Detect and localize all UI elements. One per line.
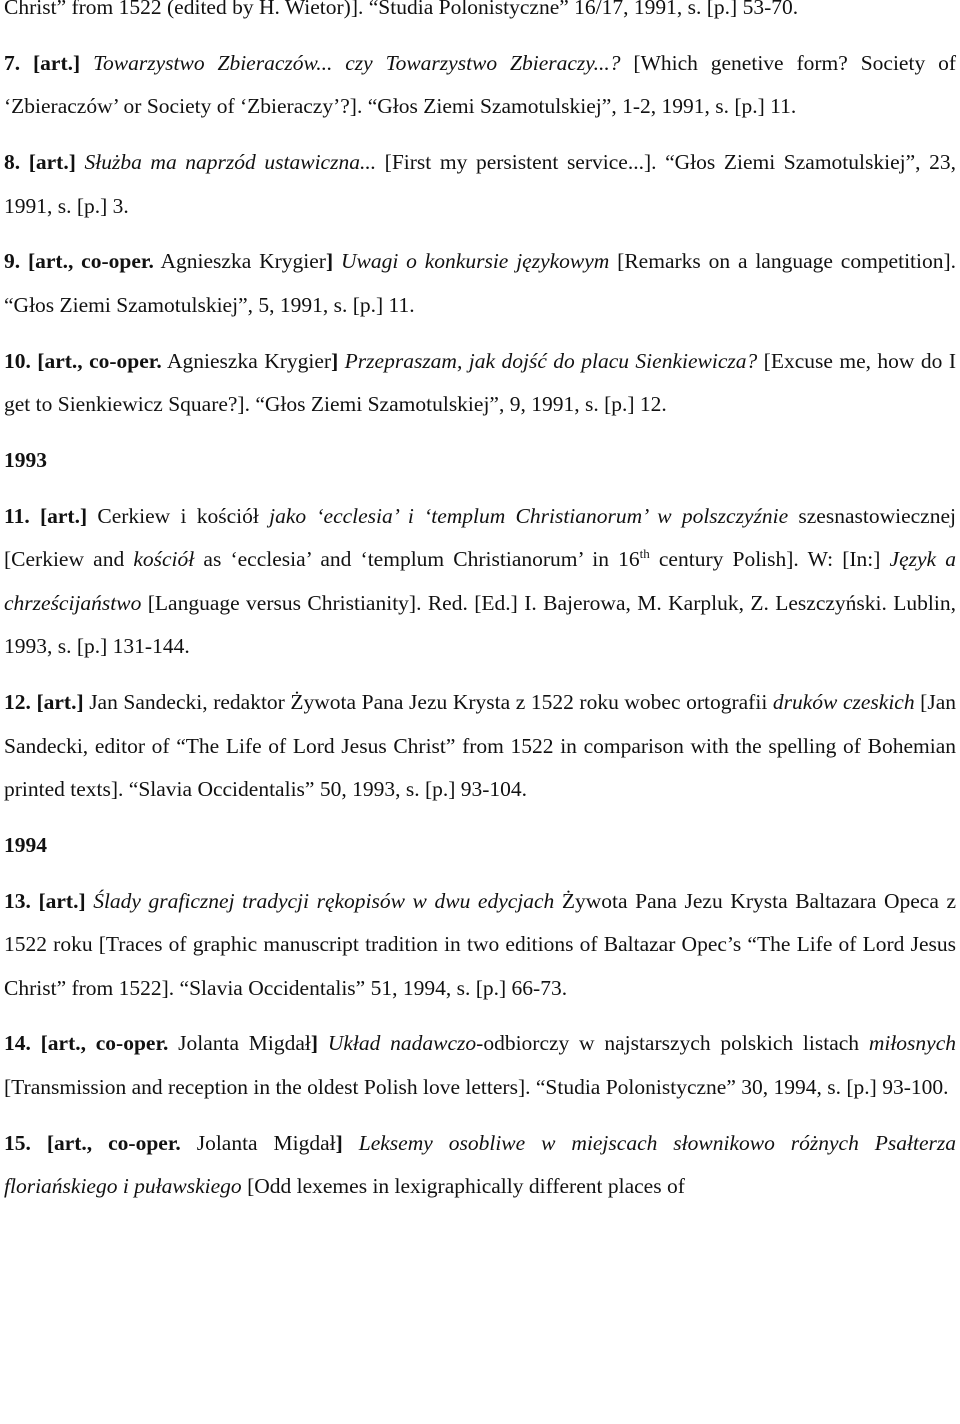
bibliography-entry: [4, 495, 956, 669]
entry-label: 11. [art.]: [4, 503, 88, 528]
entry-title: Leksemy osobliwe w miejscach słownikowo różnych Psałterza floriańskiego i puławskiego: [4, 1130, 956, 1199]
entry-text: Jolanta Migdał: [168, 1031, 311, 1056]
entry-text: Cerkiew i kościół: [87, 503, 270, 528]
entry-title: Przepraszam, jak dojść do placu Sienkiewicza?: [344, 348, 758, 373]
year-heading: 1993: [4, 447, 47, 472]
entry-label: 9. [art., co-oper.: [4, 249, 154, 274]
entry-text: Jolanta Migdał: [180, 1130, 336, 1155]
entry-text: [Transmission and reception in the oldest Polish love letters]. “Studia Polonistyczne” 30, 1994, s. [p.] 93-100.: [4, 1074, 949, 1099]
entry-title: druków czeskich: [772, 690, 915, 715]
entry-label: 14. [art., co-oper.: [4, 1031, 169, 1056]
superscript: th: [639, 546, 650, 562]
entry-label: ]: [335, 1130, 343, 1155]
entry-text: Żywota Pana Jezu Krysta Baltazara Opeca z 1522 roku [Traces of graphic manuscript tradition in two editions of Baltazar Opec’s “The Life of Lord Jesus Christ” from 1522]. “Slavia Occidentalis” 51, 1994, s. [p.] 66-73.: [4, 888, 956, 1000]
entry-label: 15. [art., co-oper.: [4, 1130, 181, 1155]
entry-text: century Polish]. W: [In:]: [649, 547, 890, 572]
entry-title: Ślady graficznej tradycji rękopisów w dwu edycjach: [93, 888, 555, 913]
entry-label: 13. [art.]: [4, 888, 86, 913]
entry-title: Język a chrześcijaństwo: [4, 547, 956, 615]
entry-text: [Remarks on a language competition]. “Głos Ziemi Szamotulskiej”, 5, 1991, s. [p.] 11.: [4, 249, 957, 317]
entry-title: Układ nadawczo-: [327, 1031, 484, 1056]
entry-text: [333, 249, 341, 273]
bibliography-entry: [4, 1122, 956, 1209]
entry-text: [80, 51, 93, 75]
entry-text: Jan Sandecki, redaktor Żywota Pana Jezu Krysta z 1522 roku wobec ortografii: [83, 690, 773, 715]
bibliography-entry: [4, 240, 956, 327]
entry-text: odbiorczy w najstarszych polskich listach: [483, 1031, 869, 1056]
bibliography-entry: [4, 1022, 956, 1109]
entry-text: [Language versus Christianity]. Red. [Ed.] I. Bajerowa, M. Karpluk, Z. Leszczyński. Lublin, 1993, s. [p.] 131-144.: [4, 590, 956, 659]
entry-text: [Excuse me, how do I get to Sienkiewicz Square?]. “Głos Ziemi Szamotulskiej”, 9, 1991, s. [p.] 12.: [4, 348, 956, 417]
entry-title: Służba ma naprzód ustawiczna...: [84, 150, 377, 175]
entry-label: 8. [art.]: [4, 150, 76, 175]
entry-title: miłosnych: [868, 1031, 956, 1056]
entry-text: [Which genetive form? Society of ‘Zbieraczów’ or Society of ‘Zbieraczy’?]. “Głos Ziemi Szamotulskiej”, 1-2, 1991, s. [p.] 11.: [4, 50, 957, 119]
bibliography-entry: [4, 42, 956, 129]
entry-text: szesnastowiecznej [Cerkiew and: [4, 503, 956, 572]
bibliography-entry: [4, 141, 956, 228]
bibliography-entry: [4, 880, 956, 1011]
entry-text: as ‘ecclesia’ and ‘templum Christianorum’ in 16: [194, 547, 640, 572]
entry-text: Christ” from 1522 (edited by H. Wietor)]. “Studia Polonistyczne” 16/17, 1991, s. [p.] 53-70.: [4, 0, 799, 19]
bibliography-entry: [4, 340, 956, 427]
entry-label: ]: [331, 348, 339, 373]
entry-title: jako ‘ecclesia’ i ‘templum Christianorum’ w polszczyźnie: [269, 503, 789, 528]
bibliography-entry: [4, 681, 956, 812]
entry-title: kościół: [133, 547, 195, 572]
entry-label: 12. [art.]: [4, 690, 84, 715]
entry-label: 10. [art., co-oper.: [4, 348, 162, 373]
entry-text: Agnieszka Krygier: [153, 249, 326, 274]
entry-text: [First my persistent service...]. “Głos Ziemi Szamotulskiej”, 23, 1991, s. [p.] 3.: [4, 150, 956, 218]
entry-label: ]: [325, 249, 334, 274]
entry-title: Uwagi o konkursie językowym: [340, 249, 610, 274]
entry-label: 7. [art.]: [4, 50, 81, 75]
entry-text: [Odd lexemes in lexigraphically different places of: [241, 1174, 685, 1199]
year-heading: 1994: [4, 832, 47, 857]
entry-text: [Jan Sandecki, editor of “The Life of Lord Jesus Christ” from 1522 in comparison with the spelling of Bohemian printed texts]. “Slavia Occidentalis” 50, 1993, s. [p.] 93-104.: [4, 690, 956, 802]
entry-text: [318, 1031, 328, 1055]
entry-label: ]: [310, 1031, 319, 1056]
bibliography-page: [4, 0, 956, 1221]
entry-text: Agnieszka Krygier: [161, 348, 332, 373]
entry-title: Towarzystwo Zbieraczów... czy Towarzystwo Zbieraczy...?: [93, 50, 621, 75]
entry-text: [343, 1131, 359, 1155]
bibliography-entry: [4, 0, 956, 30]
